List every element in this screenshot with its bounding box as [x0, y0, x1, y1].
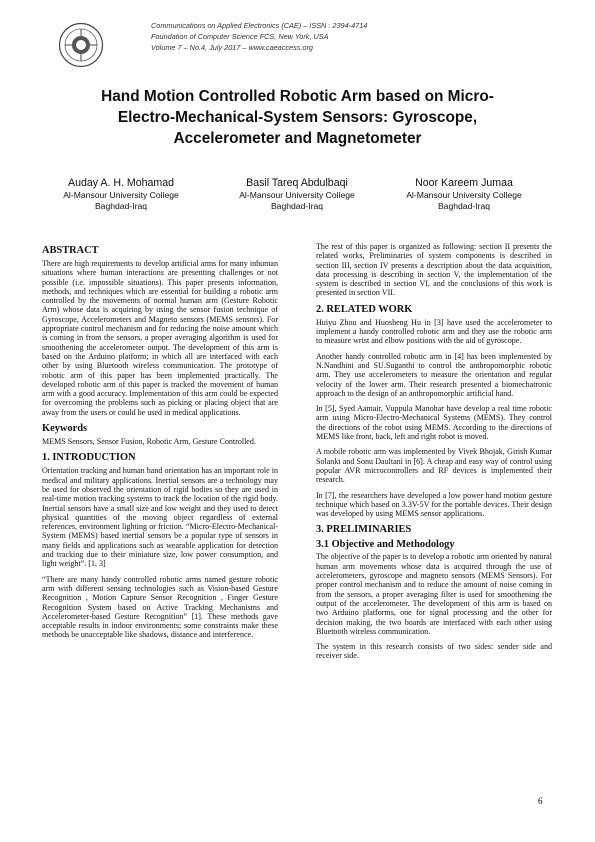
author-name: Noor Kareem Jumaa: [415, 177, 513, 189]
introduction-heading: 1. INTRODUCTION: [42, 452, 136, 464]
related-work-paragraph: In [5], Syed Aamair, Vuppula Manohar have develop a real time robotic arm using Micro-Electro-Mechanical Systems (MEMS). They control the directions of the robot using MEMS. According to the directions of MEMS like front, back, left and right robot is moved.: [316, 404, 552, 442]
journal-line: Foundation of Computer Science FCS, New York, USA: [151, 32, 329, 41]
preliminaries-heading: 3. PRELIMINARIES: [316, 524, 412, 536]
title-line: Accelerometer and Magnetometer: [173, 130, 422, 147]
related-work-paragraph: In [7], the researchers have developed a low power hand motion gesture technique which based on 3.3V-5V for the portable devices. Their design was developed by using MEMS sensor applications.: [316, 490, 552, 519]
keywords-text: MEMS Sensors, Sensor Fusion, Robotic Arm, Gesture Controlled.: [42, 437, 256, 447]
objective-subheading: 3.1 Objective and Methodology: [316, 539, 455, 551]
keywords-heading: Keywords: [42, 423, 88, 435]
author: [378, 176, 550, 212]
author-location: Baghdad-Iraq: [437, 201, 491, 211]
objective-paragraph: The system in this research consists of two sides: sender side and receiver side.: [316, 642, 552, 661]
page-number: 6: [538, 796, 543, 806]
related-work-paragraph: A mobile robotic arm was implemented by Vivek Bhojak, Girish Kumar Solanki and Sonu Daultani in [6]. A cheap and easy way of control using popular AVR microcontrollers and RF devices is implemented their research.: [316, 447, 552, 485]
author-affiliation: Al-Mansour University College: [239, 190, 355, 200]
author-location: Baghdad-Iraq: [94, 201, 148, 211]
objective-paragraph: The objective of the paper is to develop a robotic arm oriented by natural human arm movements whose data is acquired through the use of accelerometers, gyroscope and magneto sensors (MEMS Sensors). For proper control mechanism and to reduce the amount of noise coming in from the sensors, a proper averaging filter is used for smoothening the output of the accelerometer. The development of this arm is based on two Arduino platforms, one for signal processing and the other for decision making, the two boards are interfaced with each other using Bluetooth wireless communication.: [316, 552, 552, 636]
journal-line: Communications on Applied Electronics (CAE) – ISSN : 2394-4714: [151, 21, 368, 30]
author: [211, 176, 383, 212]
introduction-paragraph: “There are many handy controlled robotic arms named gesture robotic arm with different sensing technologies such as Vision-based Gesture Recognition , Motion Capture Sensor Recognition , Finger Gesture Recognition System based on Active Tracking Mechanisms and Accelerometer-based Gesture Recognition” [1]. These methods gave acceptable results in indoor environments; some constraints make these methods be unacceptable like shadows, distance and interference.: [42, 574, 278, 640]
author-affiliation: Al-Mansour University College: [406, 190, 522, 200]
author-location: Baghdad-Iraq: [270, 201, 324, 211]
author-name: Auday A. H. Mohamad: [68, 177, 174, 189]
abstract-heading: ABSTRACT: [42, 245, 99, 256]
organization-paragraph: The rest of this paper is organized as following: section II presents the related works, Preliminaries of system components is described in section III, section IV presents a description about the data acquisition, data processing is describing in section V, the implementation of the system is described in section VI, and the conclusions of this work is presented in section VII.: [316, 242, 552, 298]
journal-header: [58, 20, 538, 76]
title-line: Electro-Mechanical-System Sensors: Gyroscope,: [117, 109, 478, 126]
journal-logo: [58, 22, 104, 68]
related-work-paragraph: Another handy controlled robotic arm in [4] has been implemented by N.Nandhini and SU.Suganthi to control the anthropomorphic robotic arm. They use accelerometers to measure the orientation and regular velocity of the lower arm. Their research presented a biomechatronic approach to the design of an anthropomorphic artificial hand.: [316, 351, 552, 398]
journal-info: [151, 20, 367, 53]
abstract-text: There are high requirements to develop artificial arms for many inhuman situations where human interactions are presenting challenges or not possible (i.e. impossible situations). This paper presents information, methods, and techniques which are essential for building a robotic arm controlled by the movements of normal human arm (Gesture Robotic Arm) whose data is acquiring by using the sensor fusion technique of Gyroscope, Accelerometers and Magneto sensors (MEMS sensors). For appropriate control mechanism and for reducing the noise amount which is coming in from the sensors, a proper averaging algorithm is used for smoothening the accelerometer output. The development of this arm is based on the Arduino platform; in which all are interfaced with each other by using Bluetooth wireless communication. The prototype of robotic arm of this paper has been implemented practically. The developed robotic arm of this paper is tracked the movement of human arm with a good accuracy. Implementation of this arm could be expected for overcoming the problems such as picking or placing object that are away from the users or could be used in medical applications.: [42, 259, 278, 417]
left-column: [42, 242, 278, 646]
right-column: [316, 242, 552, 667]
paper-title: [40, 86, 555, 149]
introduction-paragraph: Orientation tracking and human hand orientation has an important role in medical and military applications. Inertial sensors are a technology may be used for observed the orientation of rigid bodies so they are used in real-time motion tracking systems to track the location of the rigid body. Inertial sensors have a small size and low weight and they used to detect physical quantities of the moving object regardless of external references, environment lighting or friction. “Micro-Electro-Mechanical-System (MEMS) based inertial sensors be a popular type of sensors in many fields and applications such as wearable application for detection and tracking due to their miniature size, low power consumption, and light weight”. [1, 3]: [42, 466, 278, 569]
related-work-heading: 2. RELATED WORK: [316, 303, 413, 315]
journal-line: Volume 7 – No.4, July 2017 – www.caeaccess.org: [151, 43, 313, 52]
author: [35, 176, 207, 212]
author-name: Basil Tareq Abdulbaqi: [246, 177, 348, 189]
author-affiliation: Al-Mansour University College: [63, 190, 179, 200]
title-line: Hand Motion Controlled Robotic Arm based on Micro-: [101, 88, 494, 105]
related-work-paragraph: Huiyu Zhou and Huosheng Hu in [3] have used the accelerometer to implement a handy controlled robotic arm and they use the robotic arm to measure wrist and elbow positions with the aid of gyroscope.: [316, 317, 552, 346]
